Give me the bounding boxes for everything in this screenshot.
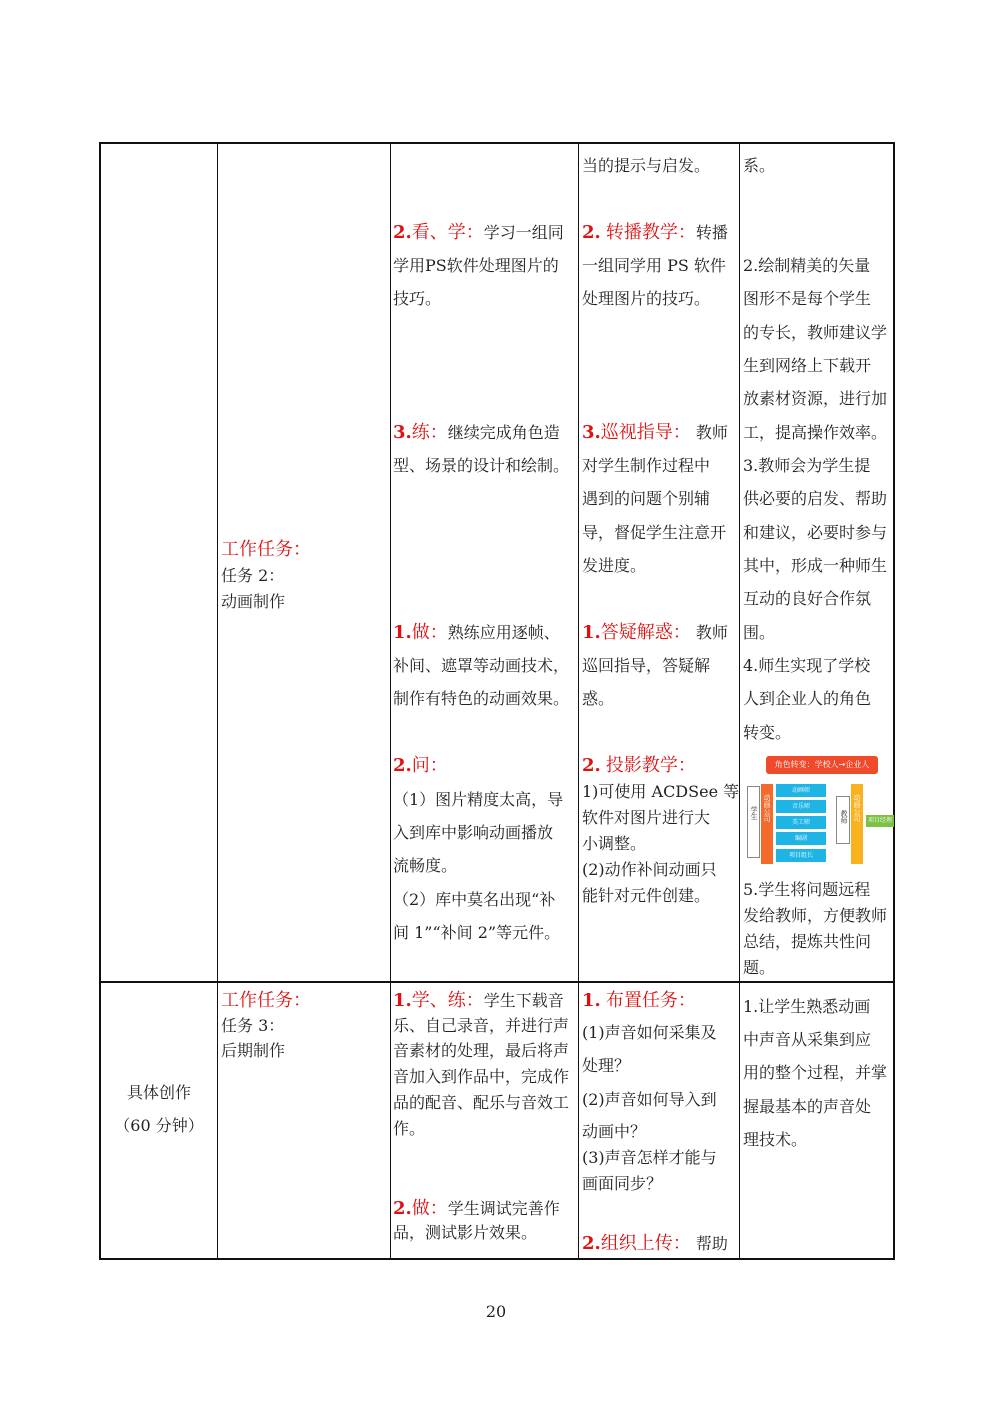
text-line: 型、场景的设计和绘制。 [393,456,570,475]
activity-heading: 1.答疑解惑： 教师 [582,622,728,643]
task-number: 任务 3： [221,1016,285,1035]
text-line: 一组同学用 PS 软件 [582,256,726,275]
text-line: 图形不是每个学生 [743,289,872,308]
activity-heading: 2.看、学：学习一组同 [393,222,564,243]
col-line-4 [739,142,740,1260]
diagram-role-4: 项目组长 [776,849,826,862]
text-line: 生到网络上下载开 [743,356,872,375]
text-line: 遇到的问题个别辅 [582,489,711,508]
diagram-company-left-label: 动画公司 [763,794,771,822]
text-line: (2)声音如何导入到 [582,1090,717,1109]
activity-heading: 2.问： [393,755,448,776]
text-line: 当的提示与启发。 [582,156,711,175]
diagram-teacher-label: 教师 [840,810,848,824]
diagram-project-manager: 项目经理 [866,815,894,827]
text-line: 对学生制作过程中 [582,456,711,475]
text-line: 导，督促学生注意开 [582,523,727,542]
diagram-title: 角色转变：学校人→企业人 [766,756,878,774]
diagram-role-1: 音乐师 [776,800,826,813]
text-line: 学用PS软件处理图片的 [393,256,559,275]
text-line: 画面同步？ [582,1174,663,1193]
phase-duration: （60 分钟） [114,1116,204,1135]
text-line: 1.让学生熟悉动画 [743,997,871,1016]
text-line: 动画中？ [582,1122,647,1141]
col-line-1 [217,142,218,1260]
diagram-role-0: 动画师 [776,784,826,797]
text-line: 围。 [743,623,776,642]
task-number: 任务 2： [221,566,285,585]
text-line: 发进度。 [582,556,647,575]
text-line: 的专长，教师建议学 [743,323,888,342]
text-line: （1）图片精度太高，导 [393,790,564,809]
col-line-5 [893,142,895,1260]
activity-heading: 2. 投影教学： [582,755,696,776]
task-name: 后期制作 [221,1041,286,1060]
text-line: 系。 [743,156,776,175]
text-line: 小调整。 [582,834,647,853]
text-line: 巡回指导，答疑解 [582,656,711,675]
text-line: 理技术。 [743,1130,808,1149]
role-change-diagram [744,756,894,868]
text-line: 能针对元件创建。 [582,886,711,905]
text-line: 间 1”“补间 2”等元件。 [393,923,561,942]
text-line: 处理？ [582,1056,631,1075]
col-line-3 [578,142,579,1260]
text-line: 和建议，必要时参与 [743,523,888,542]
activity-heading: 1.做：熟练应用逐帧、 [393,622,560,643]
text-line: 人到企业人的角色 [743,689,872,708]
text-line: 总结，提炼共性问 [743,932,872,951]
activity-heading: 1. 布置任务： [582,990,696,1011]
activity-heading: 2.组织上传： 帮助 [582,1233,728,1254]
phase-name: 具体创作 [126,1083,191,1102]
text-line: 制作有特色的动画效果。 [393,689,570,708]
text-line: 品，测试影片效果。 [393,1223,538,1242]
text-line: 作。 [393,1119,426,1138]
text-line: 2.绘制精美的矢量 [743,256,871,275]
table-border-bottom [99,1258,895,1260]
text-line: (1)声音如何采集及 [582,1023,717,1042]
activity-heading: 3.巡视指导： 教师 [582,422,728,443]
text-line: 1)可使用 ACDSee 等 [582,782,740,801]
text-line: 工，提高操作效率。 [743,423,888,442]
text-line: (3)声音怎样才能与 [582,1148,717,1167]
table-border-top [99,142,895,144]
row-divider [99,981,895,983]
text-line: （2）库中莫名出现“补 [393,890,556,909]
text-line: 5.学生将问题远程 [743,880,871,899]
text-line: 补间、遮罩等动画技术， [393,656,570,675]
col-line-2 [390,142,391,1260]
text-line: 题。 [743,958,776,977]
text-line: (2)动作补间动画只 [582,860,717,879]
text-line: 3.教师会为学生提 [743,456,871,475]
text-line: 技巧。 [393,289,442,308]
text-line: 软件对图片进行大 [582,808,711,827]
task-name: 动画制作 [221,592,286,611]
text-line: 惑。 [582,689,615,708]
activity-heading: 3.练：继续完成角色造 [393,422,560,443]
text-line: 转变。 [743,723,792,742]
diagram-student-label: 学生 [750,806,758,820]
text-line: 放素材资源，进行加 [743,389,888,408]
diagram-role-2: 美工师 [776,816,826,829]
text-line: 发给教师，方便教师 [743,906,888,925]
task-heading: 工作任务： [221,539,311,560]
text-line: 互动的良好合作氛 [743,589,872,608]
text-line: 握最基本的声音处 [743,1097,872,1116]
text-line: 供必要的启发、帮助 [743,489,888,508]
diagram-company-right-label: 动画公司 [853,794,861,822]
text-line: 乐、自己录音，并进行声 [393,1016,570,1035]
text-line: 音素材的处理，最后将声 [393,1041,570,1060]
activity-heading: 2.做：学生调试完善作 [393,1198,560,1219]
task-heading: 工作任务： [221,990,311,1011]
text-line: 用的整个过程，并掌 [743,1063,888,1082]
text-line: 入到库中影响动画播放 [393,823,554,842]
text-line: 流畅度。 [393,856,458,875]
text-line: 4.师生实现了学校 [743,656,871,675]
activity-heading: 2. 转播教学：转播 [582,222,728,243]
text-line: 其中，形成一种师生 [743,556,888,575]
diagram-role-3: 编剧 [776,832,826,845]
text-line: 处理图片的技巧。 [582,289,711,308]
page-number: 20 [485,1302,507,1321]
activity-heading: 1.学、练：学生下载音 [393,990,564,1011]
text-line: 音加入到作品中，完成作 [393,1067,570,1086]
text-line: 中声音从采集到应 [743,1030,872,1049]
text-line: 品的配音、配乐与音效工 [393,1093,570,1112]
diagram-student [747,786,760,858]
